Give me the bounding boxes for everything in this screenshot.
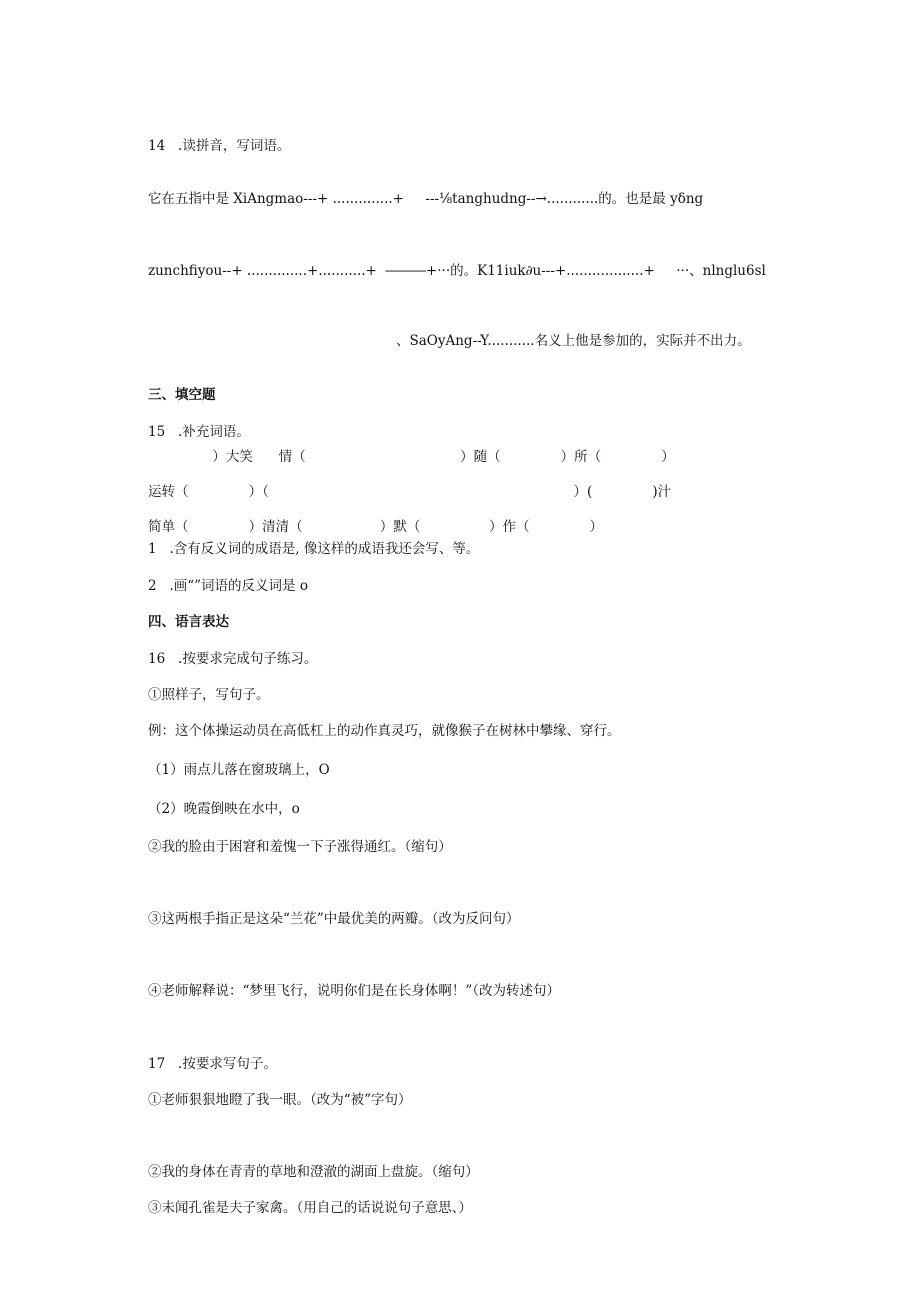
section-3-heading: 三、填空题 (148, 387, 216, 403)
q16-example: 例：这个体操运动员在高低杠上的动作真灵巧，就像猴子在树林中攀缘、穿行。 (148, 723, 621, 739)
q16-part-1: ①照样子，写句子。 (148, 687, 270, 703)
q17-part-1: ①老师狠狠地瞪了我一眼。（改为“被”字句） (148, 1092, 412, 1108)
q17-part-3: ③未闻孔雀是夫子家禽。（用自己的话说说句子意思、） (148, 1200, 472, 1216)
q15-sub-1: 1 .含有反义词的成语是, 像这样的成语我还会写、等。 (148, 541, 480, 557)
q16-part-2: ②我的脸由于困窘和羞愧一下子涨得通红。（缩句） (148, 839, 452, 855)
q14-line-2: zunchfiyou--+ ..............+...........+ ―――+···的。K11iuk∂u---+..................+ ···、nlnglu6sl (148, 263, 766, 279)
q17-part-2: ②我的身体在青青的草地和澄澈的湖面上盘旋。（缩句） (148, 1164, 479, 1180)
q14-line-1: 它在五指中是 XiAngmao---+ ..............+ ---⅛tanghudng--→............的。也是最 yδng (148, 191, 704, 207)
q17-title: 17 .按要求写句子。 (148, 1056, 277, 1072)
q15-row-2: 运转（ ）（ ）( )汁 (148, 484, 672, 500)
q15-sub-2: 2 .画“”词语的反义词是 o (148, 578, 308, 594)
q15-title: 15 .补充词语。 (148, 424, 250, 440)
q16-sentence-1: （1）雨点儿落在窗玻璃上，O (148, 762, 330, 778)
q16-title: 16 .按要求完成句子练习。 (148, 651, 318, 667)
q14-title: 14 .读拼音，写词语。 (148, 138, 291, 154)
section-4-heading: 四、语言表达 (148, 614, 229, 630)
q15-row-3: 简单（ ）清清（ ）默（ ）作（ ） (148, 519, 604, 535)
q15-row-1: ）大笑 情（ ）随（ ）所（ ） (148, 449, 675, 465)
q14-line-3: 、SaOyAng--Y...........名义上他是参加的，实际并不出力。 (396, 333, 751, 349)
q16-sentence-2: （2）晚霞倒映在水中，o (148, 801, 300, 817)
q16-part-3: ③这两根手指正是这朵“兰花”中最优美的两瓣。（改为反问句） (148, 911, 520, 927)
q16-part-4: ④老师解释说：“梦里飞行，说明你们是在长身体啊！”（改为转述句） (148, 983, 561, 999)
